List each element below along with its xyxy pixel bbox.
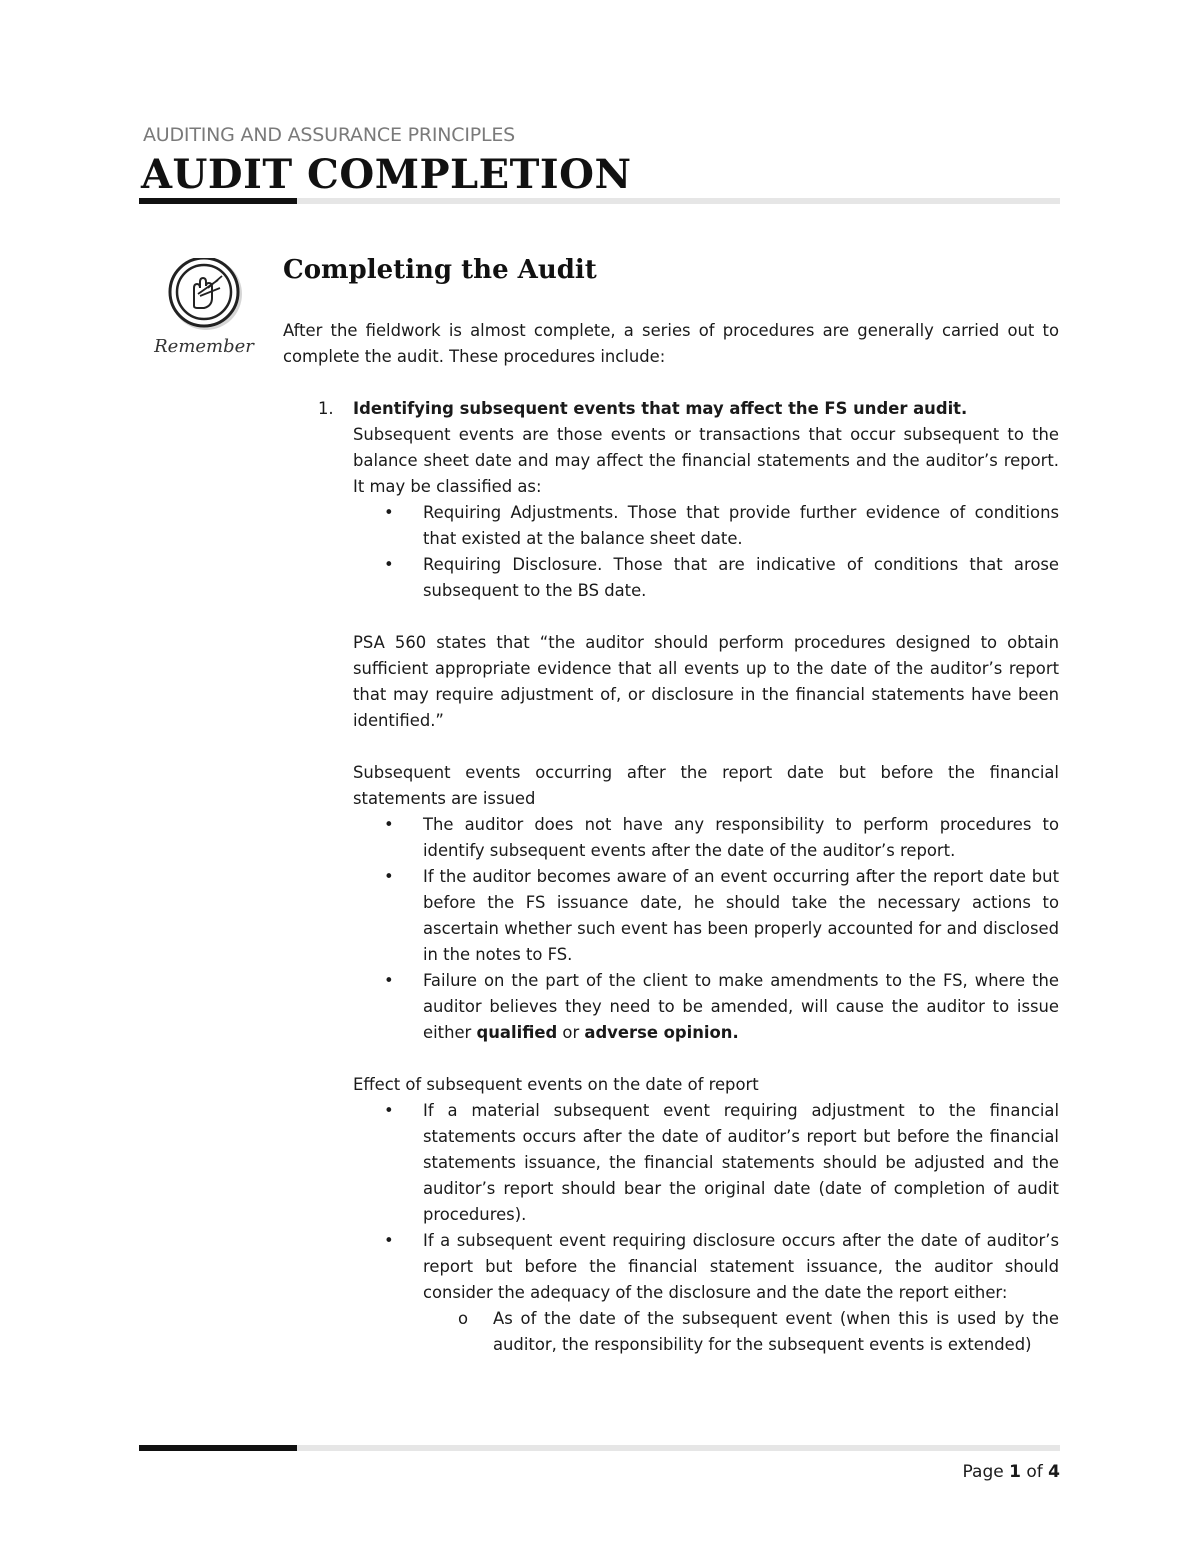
list-item: • If a material subsequent event requiring adjustment to the financial statements occurs after the date of auditor’s report but before the financial statements issuance, the financial statements should be adjusted and the auditor’s report should bear the original date (date of completion of audit procedures). [384,1101,1059,1224]
footer-rule [139,1445,1060,1451]
sub-list-item: o As of the date of the subsequent event (when this is used by the auditor, the responsibility for the subsequent events is extended) [458,1309,1059,1354]
intro-paragraph: After the fieldwork is almost complete, a series of procedures are generally carried out to complete the audit. These procedures include: [283,321,1059,366]
numbered-item [283,396,1059,500]
classification-list [283,500,1059,604]
remember-label: Remember [154,336,254,357]
adverse-term: adverse opinion [584,1023,733,1042]
list-item: • If the auditor becomes aware of an event occurring after the report date but before the FS issuance date, he should take the necessary actions to ascertain whether such event has been properly accounted for and disclosed in the notes to FS. [384,867,1059,964]
list-item: • Failure on the part of the client to make amendments to the FS, where the auditor believes they need to be amended, will cause the auditor to issue either qualified or adverse opinion. [384,971,1059,1042]
item-number: 1. [318,399,334,418]
psa-quote: PSA 560 states that “the auditor should perform procedures designed to obtain sufficient appropriate evidence that all events up to the date of the auditor’s report that may require adjustment of, or disclosure in the financial statements have been identified.” [353,633,1059,730]
hand-with-string-icon [148,258,260,338]
remember-badge [148,258,260,368]
footer-rule-thick [139,1445,297,1451]
effect-intro: Effect of subsequent events on the date of report [353,1075,759,1094]
item-body: Subsequent events are those events or transactions that occur subsequent to the balance sheet date and may affect the financial statements and the auditor’s report. It may be classified as: [353,425,1059,496]
effect-sub-list [423,1306,1059,1358]
document-subject: AUDITING AND ASSURANCE PRINCIPLES [143,124,516,146]
section-title: Completing the Audit [283,255,597,285]
section-content [283,318,1059,1358]
page-number: Page 1 of 4 [962,1462,1060,1482]
header-rule [139,198,1060,204]
qualified-term: qualified [476,1023,558,1042]
after-report-list [283,812,1059,1046]
document-title: AUDIT COMPLETION [141,151,632,198]
header-rule-thick [139,198,297,204]
after-report-intro: Subsequent events occurring after the report date but before the financial statements are issued [353,763,1059,808]
effect-list [283,1098,1059,1358]
list-item: • If a subsequent event requiring disclosure occurs after the date of auditor’s report but before the financial statement issuance, the auditor should consider the adequacy of the disclosure and the date the report either: o As of the date of the subsequent event (when this is used by the auditor, the responsibility for the subsequent events is extended) [353,1228,1059,1358]
list-item: • Requiring Adjustments. Those that provide further evidence of conditions that existed at the balance sheet date. [384,503,1059,548]
list-item: • The auditor does not have any responsibility to perform procedures to identify subsequent events after the date of the auditor’s report. [384,815,1059,860]
item-heading: Identifying subsequent events that may affect the FS under audit. [353,399,968,418]
list-item: • Requiring Disclosure. Those that are indicative of conditions that arose subsequent to the BS date. [384,555,1059,600]
